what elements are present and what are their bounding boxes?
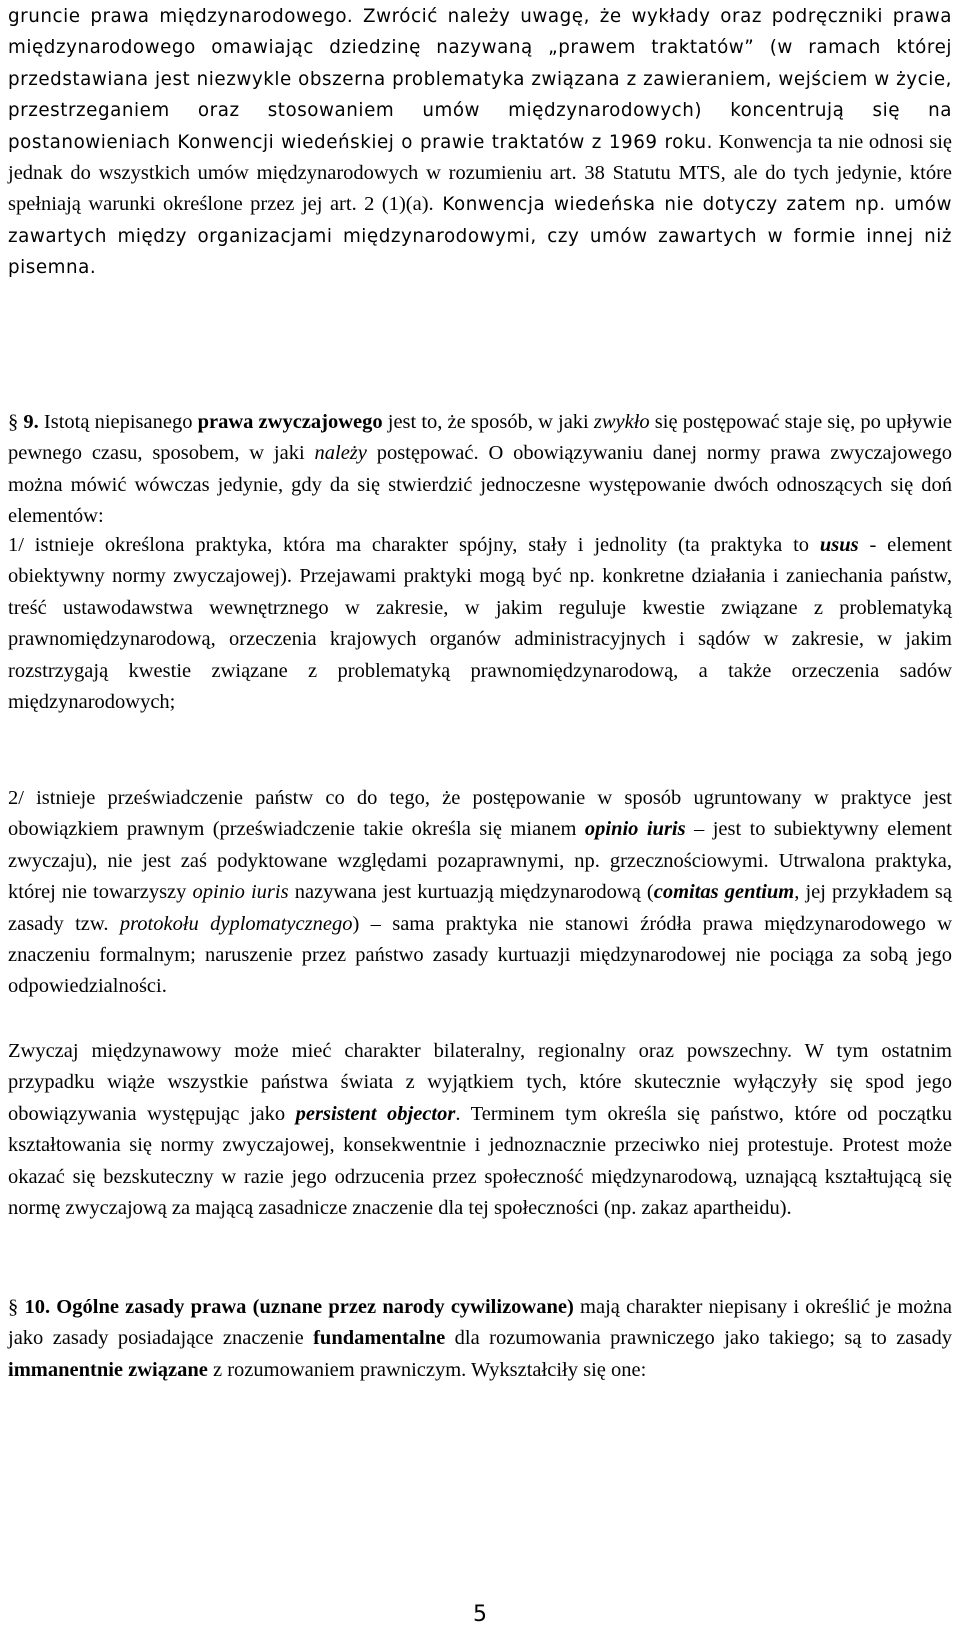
italic-term: zwykło [593, 411, 650, 433]
term-opinio-iuris: opinio iuris [584, 818, 686, 841]
term-persistent-objector: persistent objector [295, 1102, 456, 1125]
text: postępować. O obowiązywaniu danej normy prawa zwyczajowego można mówić wówczas jedynie, gdy da się stwierdzić jednoczesne występowanie dwóch odnoszących się doń elementów: [8, 442, 953, 528]
paragraph-customary-law [8, 407, 952, 533]
text: ) – sama praktyka nie stanowi źródła prawa międzynarodowego w znaczeniu formalnym; naruszenie przez państwo zasady kurtuazji międzynarodowej nie pociąga za sobą jego odpowiedzialności. [8, 912, 952, 998]
paragraph-treaty-law [8, 1, 952, 284]
text: z rozumowaniem prawniczym. Wykształciły się one: [207, 1358, 647, 1381]
italic-term: należy [314, 442, 367, 465]
paragraph-persistent-objector [8, 1036, 952, 1224]
text: . Terminem tym określa się państwo, które od początku kształtowania się normy zwyczajowej, konsekwentnie i jednoznacznie przeciwko niej protestuje. Protest może okazać się bezskuteczny w razie jego odrzucenia przez społeczność międzynarodową, uznającą kształtującą się normę zwyczajową za mającą zasadnicze znaczenie dla tej społeczności (np. zakaz apartheidu). [8, 1102, 952, 1220]
text: Zwyczaj międzynawowy może mieć charakter bilateralny, regionalny oraz powszechny. W tym ostatnim przypadku wiąże wszystkie państwa świata z wyjątkiem tych, które skutecznie wyłączyły się spod jego obowiązywania występując jako [8, 1040, 952, 1125]
section-number: 9. [23, 411, 39, 433]
text: – jest to subiektywny element zwyczaju), nie jest zaś podyktowane względami pozaprawnymi, np. grzecznościowymi. Utrwalona praktyka, której nie towarzyszy [8, 818, 953, 904]
paragraph-text-sans: gruncie prawa międzynarodowego. Zwrócić należy uwagę, że wykłady oraz podręczniki prawa międzynarodowego omawiając dziedzinę nazywaną „prawem traktatów” (w ramach której przedstawiana jest niezwykle obszerna problematyka związana z zawieraniem, wejściem w życie, przestrzeganiem oraz stosowaniem umów międzynarodowych) koncentrują się na postanowieniach Konwencji wiedeńskiej o prawie traktatów z 1969 roku. [8, 6, 952, 153]
paragraph-text-serif: Konwencja ta nie odnosi się jednak do wszystkich umów międzynarodowych w rozumieniu art. 38 Statutu MTS, ale do tych jedynie, które spełniają warunki określone przez jej art. 2 (1)(a). [8, 130, 952, 216]
text: - element obiektywny normy zwyczajowej). Przejawami praktyki mogą być np. konkretne działania i zaniechania państw, treść ustawodawstwa wewnętrznego w zakresie, w jakim reguluje kwestie związane z problematyką prawnomiędzynarodową, orzeczenia krajowych organów administracyjnych i sądów w zakresie, w jakim rozstrzygają kwestie związane z problematyką prawnomiędzynarodową, a także orzeczenia sadów międzynarodowych; [8, 534, 952, 714]
text: się postępować staje się, po upływie pewnego czasu, sposobem, w jaki [8, 411, 952, 465]
text: nazywana jest kurtuazją międzynarodową ( [288, 881, 654, 904]
term-immanent: immanentnie związane [8, 1358, 208, 1381]
section-sign: § [8, 411, 19, 433]
text: dla rozumowania prawniczego jako takiego; są to zasady [445, 1327, 952, 1350]
page-number: 5 [473, 1602, 487, 1627]
italic-term: protokołu dyplomatycznego [119, 912, 353, 935]
text: jest to, że sposób, w jaki [382, 411, 594, 433]
text: mają charakter niepisany i określić je można jako zasady posiadające znaczenie [8, 1296, 952, 1350]
section-number: 10. [24, 1296, 51, 1318]
italic-term: opinio iuris [192, 881, 289, 904]
text: 1/ istnieje określona praktyka, która ma charakter spójny, stały i jednolity (ta praktyka to [8, 534, 820, 556]
paragraph-text-sans-end: Konwencja wiedeńska nie dotyczy zatem np. umów zawartych między organizacjami międzynarodowymi, czy umów zawartych w formie innej niż pisemna. [8, 194, 952, 279]
term-fundamental: fundamentalne [313, 1327, 446, 1350]
section-sign: § [8, 1296, 19, 1318]
paragraph-element-usus [8, 530, 952, 718]
text: , jej przykładem są zasady tzw. [8, 881, 952, 935]
paragraph-general-principles [8, 1292, 952, 1386]
term-comitas-gentium: comitas gentium [653, 881, 795, 904]
term-general-principles: Ogólne zasady prawa (uznane przez narody cywilizowane) [50, 1296, 574, 1318]
term-customary-law: prawa zwyczajowego [197, 411, 383, 433]
text: Istotą niepisanego [38, 411, 198, 433]
paragraph-element-opinio-iuris [8, 783, 952, 1003]
term-usus: usus [819, 534, 859, 556]
text: 2/ istnieje przeświadczenie państw co do tego, że postępowanie w sposób ugruntowany w praktyce jest obowiązkiem prawnym (przeświadczenie takie określa się mianem [8, 787, 952, 841]
